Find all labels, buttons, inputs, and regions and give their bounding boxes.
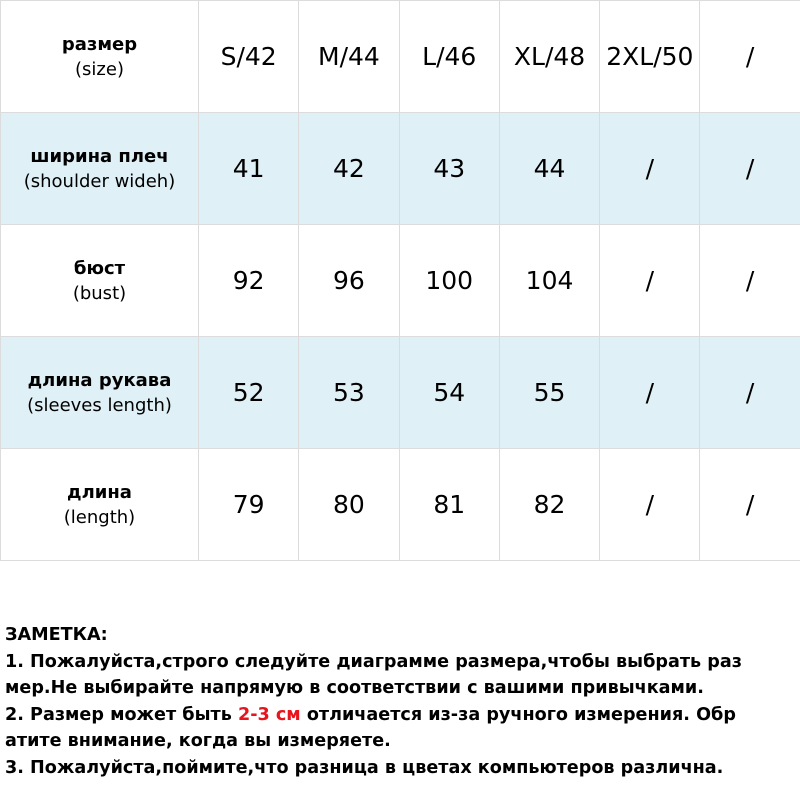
measurement-value: 43 [433,154,466,183]
measurement-value: 104 [525,266,574,295]
size-header-cell [199,1,299,113]
measurement-value: 55 [533,378,566,407]
value-cell [399,337,499,449]
row-label-en: (sleeves length) [27,394,172,416]
measurement-value: / [745,154,755,183]
value-cell [600,337,700,449]
measurement-value: 53 [333,378,365,407]
measurement-value: / [645,154,655,183]
value-cell [199,225,299,337]
note-3: 3. Пожалуйста,поймите,что разница в цветах компьютеров различна. [5,757,724,778]
value-cell [700,449,800,561]
length-row [1,449,800,561]
row-label-en: (length) [63,506,136,528]
value-cell [499,225,599,337]
row-label-en: (bust) [72,282,127,304]
value-cell [299,113,399,225]
note-2-text-after: отличается из-за ручного измерения. Обр [300,704,736,725]
row-label-cell [1,113,199,225]
size-label: / [745,42,755,71]
notes-heading: ЗАМЕТКА: [5,625,108,645]
size-header-cell [399,1,499,113]
size-header-cell [299,1,399,113]
measurement-value: 41 [232,154,265,183]
measurement-value: 81 [433,490,466,519]
sleeve-length-row [1,337,800,449]
value-cell [499,337,599,449]
measurement-value: / [745,378,755,407]
size-label: L/46 [422,42,477,71]
size-header-row [1,1,800,113]
note-1-line-1: 1. Пожалуйста,строго следуйте диаграмме размера,чтобы выбрать раз [5,651,742,672]
value-cell [700,225,800,337]
header-label-cell [1,1,199,113]
note-2-highlight: 2-3 см [237,704,301,725]
value-cell [399,113,499,225]
measurement-value: 100 [425,266,474,295]
header-label-ru: размер [61,33,138,55]
size-header-cell [600,1,700,113]
row-label-ru: длина рукава [27,369,172,391]
value-cell [199,337,299,449]
measurement-value: 92 [232,266,265,295]
measurement-value: / [645,490,655,519]
row-label-ru: длина [67,481,132,503]
measurement-value: / [745,490,755,519]
value-cell [299,225,399,337]
size-label: 2XL/50 [606,42,694,71]
notes-section [5,622,797,782]
value-cell [600,449,700,561]
value-cell [299,337,399,449]
measurement-value: 42 [333,154,365,183]
size-label: M/44 [318,42,380,71]
size-header-cell [700,1,800,113]
value-cell [499,449,599,561]
row-label-cell [1,449,199,561]
measurement-value: 79 [232,490,265,519]
note-1-line-2: мер.Не выбирайте напрямую в соответствии с вашими привычками. [5,678,704,699]
value-cell [600,113,700,225]
header-label-en: (size) [75,58,124,80]
measurement-value: / [645,378,655,407]
row-label-en: (shoulder wideh) [23,170,176,192]
row-label-cell [1,225,199,337]
note-2-line-1 [5,702,797,729]
value-cell [199,449,299,561]
measurement-value: 44 [533,154,566,183]
measurement-value: 54 [433,378,466,407]
value-cell [399,225,499,337]
bust-row [1,225,800,337]
note-2-text-before: 2. Размер может быть [5,704,238,725]
measurement-value: / [645,266,655,295]
measurement-value: / [745,266,755,295]
row-label-ru: бюст [73,257,126,279]
measurement-value: 82 [533,490,566,519]
value-cell [299,449,399,561]
value-cell [399,449,499,561]
value-cell [700,337,800,449]
value-cell [199,113,299,225]
size-header-cell [499,1,599,113]
size-label: S/42 [220,42,277,71]
measurement-value: 96 [333,266,365,295]
row-label-ru: ширина плеч [30,145,169,167]
note-2-line-2: атите внимание, когда вы измеряете. [5,731,391,752]
shoulder-width-row [1,113,800,225]
value-cell [700,113,800,225]
value-cell [499,113,599,225]
row-label-cell [1,337,199,449]
measurement-value: 80 [333,490,365,519]
measurement-value: 52 [232,378,265,407]
value-cell [600,225,700,337]
size-label: XL/48 [513,42,586,71]
